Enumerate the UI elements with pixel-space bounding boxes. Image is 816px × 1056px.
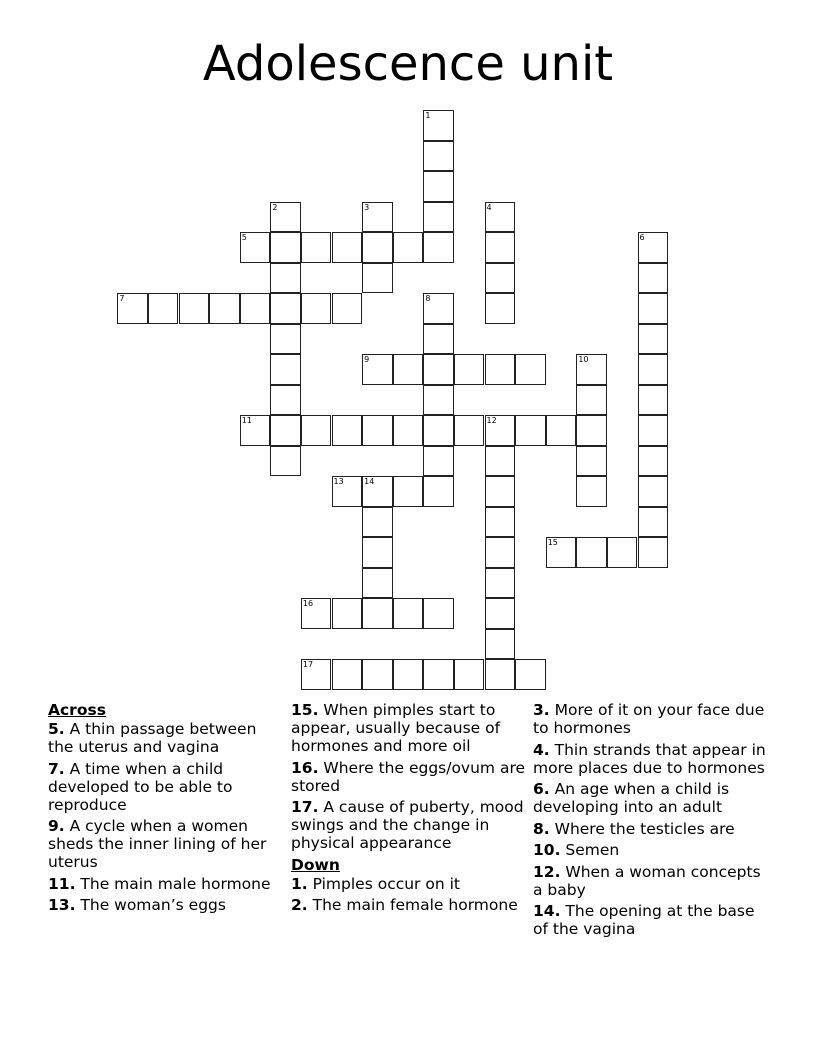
grid-cell[interactable] — [576, 354, 607, 385]
clue-text: The opening at the base of the vagina — [533, 902, 755, 938]
grid-cell[interactable] — [454, 354, 485, 385]
clue-down-3 — [533, 701, 771, 737]
grid-cell[interactable] — [301, 659, 332, 690]
clue-number: 9 — [364, 355, 370, 365]
clue-across-17 — [291, 798, 529, 852]
grid-cell[interactable] — [301, 598, 332, 629]
grid-cell[interactable] — [362, 568, 393, 599]
clue-across-15 — [291, 701, 529, 755]
grid-cell[interactable] — [576, 446, 607, 477]
grid-cell[interactable] — [515, 354, 546, 385]
clue-across-16 — [291, 759, 529, 795]
grid-cell[interactable] — [576, 537, 607, 568]
clue-column-2 — [291, 701, 529, 918]
clue-number: 13 — [333, 477, 344, 487]
grid-cell[interactable] — [362, 476, 393, 507]
clue-number: 12 — [486, 416, 497, 426]
grid-cell[interactable] — [485, 446, 516, 477]
clue-down-10 — [533, 841, 771, 859]
grid-cell[interactable] — [301, 232, 332, 263]
grid-cell[interactable] — [423, 385, 454, 416]
grid-cell[interactable] — [362, 598, 393, 629]
grid-cell[interactable] — [362, 415, 393, 446]
grid-cell[interactable] — [240, 415, 271, 446]
grid-cell[interactable] — [393, 232, 424, 263]
clue-number: 14. — [533, 902, 561, 920]
clue-text: An age when a child is developing into an adult — [533, 780, 730, 816]
across-heading: Across — [48, 701, 106, 719]
clue-text: The woman’s eggs — [75, 896, 226, 914]
clue-number: 3 — [364, 202, 370, 212]
grid-cell[interactable] — [301, 293, 332, 324]
grid-cell[interactable] — [485, 659, 516, 690]
clue-number: 2 — [272, 202, 278, 212]
grid-cell[interactable] — [638, 537, 669, 568]
grid-cell[interactable] — [485, 537, 516, 568]
clue-number: 17 — [302, 660, 314, 670]
grid-cell[interactable] — [362, 232, 393, 263]
grid-cell[interactable] — [270, 232, 301, 263]
grid-cell[interactable] — [332, 476, 363, 507]
clue-number: 5. — [48, 720, 65, 738]
clue-text: Thin strands that appear in more places due to hormones — [533, 740, 766, 777]
grid-cell[interactable] — [270, 446, 301, 477]
clue-down-12 — [533, 863, 771, 899]
grid-cell[interactable] — [638, 263, 669, 294]
clue-number: 3. — [533, 701, 550, 719]
grid-cell[interactable] — [270, 415, 301, 446]
clue-across-7 — [48, 760, 286, 814]
grid-cell[interactable] — [423, 415, 454, 446]
clue-number: 9. — [48, 817, 65, 835]
clue-column-1 — [48, 701, 286, 918]
grid-cell[interactable] — [332, 232, 363, 263]
clue-text: When a woman concepts a baby — [533, 862, 761, 899]
clue-text: Where the eggs/ovum are stored — [291, 758, 526, 795]
grid-cell[interactable] — [240, 293, 271, 324]
clue-number: 11. — [48, 874, 76, 893]
grid-cell[interactable] — [270, 202, 301, 233]
grid-cell[interactable] — [638, 293, 669, 324]
clue-across-13 — [48, 896, 286, 914]
grid-cell[interactable] — [515, 659, 546, 690]
grid-cell[interactable] — [270, 385, 301, 416]
clue-down-6 — [533, 780, 771, 816]
grid-cell[interactable] — [638, 476, 669, 507]
grid-cell[interactable] — [423, 324, 454, 355]
clue-across-9 — [48, 817, 286, 871]
grid-cell[interactable] — [638, 446, 669, 477]
grid-cell[interactable] — [117, 293, 148, 324]
grid-cell[interactable] — [546, 415, 577, 446]
clue-text: A cause of puberty, mood swings and the change in physical appearance — [291, 798, 524, 852]
grid-cell[interactable] — [393, 354, 424, 385]
grid-cell[interactable] — [638, 507, 669, 538]
clue-down-1 — [291, 875, 529, 893]
grid-cell[interactable] — [423, 293, 454, 324]
grid-cell[interactable] — [301, 415, 332, 446]
grid-cell[interactable] — [423, 446, 454, 477]
grid-cell[interactable] — [362, 659, 393, 690]
clue-across-11 — [48, 875, 286, 893]
clue-number: 6. — [533, 780, 550, 798]
grid-cell[interactable] — [485, 507, 516, 538]
clue-number: 8 — [425, 294, 431, 304]
clue-number: 15 — [547, 538, 558, 548]
grid-cell[interactable] — [332, 598, 363, 629]
clue-text: A thin passage between the uterus and vagina — [48, 720, 257, 756]
clue-number: 5 — [241, 233, 247, 243]
grid-cell[interactable] — [393, 476, 424, 507]
grid-cell[interactable] — [423, 598, 454, 629]
grid-cell[interactable] — [270, 293, 301, 324]
grid-cell[interactable] — [362, 507, 393, 538]
grid-cell[interactable] — [485, 202, 516, 233]
clue-number: 4. — [533, 740, 550, 759]
clue-number: 1 — [425, 111, 431, 121]
grid-cell[interactable] — [240, 232, 271, 263]
grid-cell[interactable] — [423, 354, 454, 385]
clue-down-8 — [533, 820, 771, 838]
grid-cell[interactable] — [148, 293, 179, 324]
clue-number: 15. — [291, 701, 319, 719]
grid-cell[interactable] — [393, 598, 424, 629]
grid-cell[interactable] — [485, 598, 516, 629]
grid-cell[interactable] — [546, 537, 577, 568]
down-heading: Down — [291, 855, 340, 874]
grid-cell[interactable] — [485, 354, 516, 385]
grid-cell[interactable] — [423, 110, 454, 141]
clue-number: 14 — [364, 477, 375, 487]
clue-text: A time when a child developed to be able to reproduce — [48, 759, 233, 814]
grid-cell[interactable] — [423, 141, 454, 172]
grid-cell[interactable] — [485, 232, 516, 263]
grid-cell[interactable] — [485, 568, 516, 599]
grid-cell[interactable] — [576, 385, 607, 416]
grid-cell[interactable] — [454, 659, 485, 690]
clue-column-3 — [533, 701, 771, 942]
grid-cell[interactable] — [485, 263, 516, 294]
clue-number: 17. — [291, 798, 319, 816]
grid-cell[interactable] — [454, 415, 485, 446]
grid-cell[interactable] — [362, 202, 393, 233]
clue-text: When pimples start to appear, usually because of hormones and more oil — [291, 701, 501, 755]
clue-down-14 — [533, 902, 771, 938]
clue-number: 12. — [533, 862, 561, 881]
grid-cell[interactable] — [270, 263, 301, 294]
grid-cell[interactable] — [485, 415, 516, 446]
grid-cell[interactable] — [393, 415, 424, 446]
clue-text: The main male hormone — [75, 874, 271, 893]
grid-cell[interactable] — [638, 232, 669, 263]
grid-cell[interactable] — [485, 293, 516, 324]
clue-number: 11 — [241, 416, 252, 426]
clue-down-2 — [291, 896, 529, 914]
clue-number: 8. — [533, 819, 550, 838]
clue-number: 7. — [48, 759, 65, 778]
clue-across-5 — [48, 720, 286, 756]
clue-text: Pimples occur on it — [307, 874, 460, 893]
grid-cell[interactable] — [270, 354, 301, 385]
grid-cell[interactable] — [423, 476, 454, 507]
grid-cell[interactable] — [332, 293, 363, 324]
grid-cell[interactable] — [332, 659, 363, 690]
puzzle-title: Adolescence unit — [202, 36, 614, 92]
grid-cell[interactable] — [423, 659, 454, 690]
clue-number: 6 — [639, 233, 645, 243]
grid-cell[interactable] — [638, 385, 669, 416]
grid-cell[interactable] — [423, 171, 454, 202]
grid-cell[interactable] — [179, 293, 210, 324]
grid-cell[interactable] — [393, 659, 424, 690]
clue-number: 16 — [302, 599, 314, 609]
clue-text: Semen — [560, 841, 620, 859]
grid-cell[interactable] — [638, 354, 669, 385]
clue-text: A cycle when a women sheds the inner lining of her uterus — [48, 817, 267, 871]
grid-cell[interactable] — [638, 324, 669, 355]
clue-number: 10 — [578, 355, 589, 365]
grid-cell[interactable] — [423, 202, 454, 233]
clue-number: 4 — [486, 202, 492, 212]
grid-cell[interactable] — [638, 415, 669, 446]
clue-number: 13. — [48, 896, 76, 914]
grid-cell[interactable] — [515, 415, 546, 446]
grid-cell[interactable] — [362, 263, 393, 294]
grid-cell[interactable] — [576, 415, 607, 446]
grid-cell[interactable] — [607, 537, 638, 568]
grid-cell[interactable] — [423, 232, 454, 263]
grid-cell[interactable] — [209, 293, 240, 324]
grid-cell[interactable] — [485, 476, 516, 507]
clue-text: The main female hormone — [307, 896, 518, 914]
clue-number: 16. — [291, 758, 319, 777]
grid-cell[interactable] — [362, 354, 393, 385]
clue-number: 2. — [291, 896, 308, 914]
grid-cell[interactable] — [332, 415, 363, 446]
clue-number: 1. — [291, 874, 308, 893]
grid-cell[interactable] — [362, 537, 393, 568]
grid-cell[interactable] — [485, 629, 516, 660]
clue-text: Where the testicles are — [549, 819, 735, 838]
clue-number: 7 — [119, 294, 125, 304]
clue-down-4 — [533, 741, 771, 777]
clue-number: 10. — [533, 841, 561, 859]
clue-text: More of it on your face due to hormones — [533, 701, 765, 737]
grid-cell[interactable] — [270, 324, 301, 355]
grid-cell[interactable] — [576, 476, 607, 507]
